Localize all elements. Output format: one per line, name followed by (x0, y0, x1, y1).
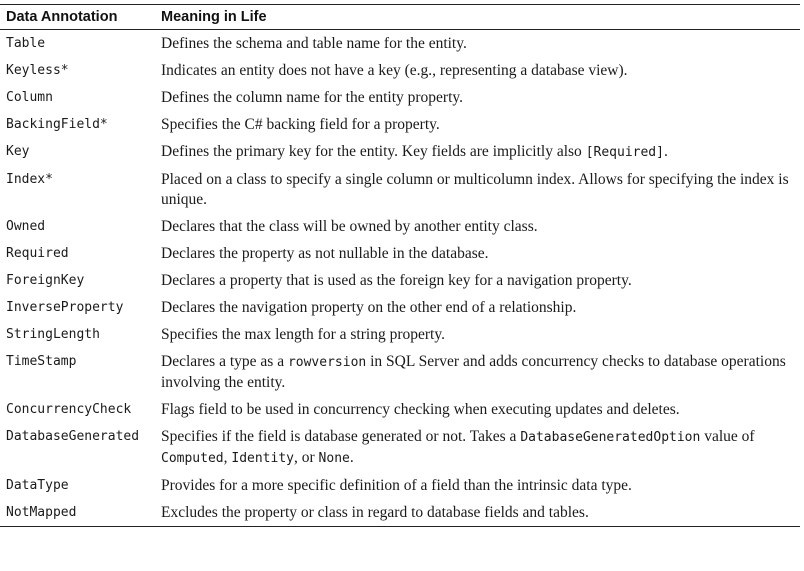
table-row (0, 472, 800, 499)
table-row (0, 138, 800, 166)
annotation-meaning (159, 170, 800, 210)
table-row (0, 84, 800, 111)
annotation-name: Table (6, 36, 46, 51)
annotation-name: Index* (6, 172, 53, 187)
table-row (0, 30, 800, 57)
table-row (0, 213, 800, 240)
meaning-text: Declares the property as not nullable in the database. (161, 245, 489, 262)
annotation-name: ForeignKey (6, 273, 85, 288)
table-row (0, 111, 800, 138)
meaning-text: Specifies the max length for a string property. (161, 326, 445, 343)
meaning-text: Declares the navigation property on the other end of a relationship. (161, 299, 577, 316)
table-row (0, 499, 800, 526)
annotation-name: DatabaseGenerated (6, 429, 140, 444)
meaning-text: Declares a property that is used as the foreign key for a navigation property. (161, 272, 632, 289)
annotation-name: DataType (6, 478, 69, 493)
annotation-meaning (159, 217, 800, 237)
meaning-text: in SQL Server and adds concurrency checks to database operations involving the entity. (161, 353, 786, 391)
table-body (0, 30, 800, 526)
annotation-name: InverseProperty (6, 300, 124, 315)
annotation-name: TimeStamp (6, 354, 77, 369)
annotation-name: ConcurrencyCheck (6, 402, 132, 417)
annotation-meaning (159, 34, 800, 54)
meaning-text: , (223, 449, 232, 466)
annotation-meaning (159, 61, 800, 81)
code-term: [Required] (585, 145, 664, 160)
annotation-meaning (159, 400, 800, 420)
table-row (0, 321, 800, 348)
annotation-meaning (159, 115, 800, 135)
meaning-text: value of (700, 428, 755, 445)
table-row (0, 294, 800, 321)
annotation-name: BackingField* (6, 117, 108, 132)
code-term: Computed (161, 451, 224, 466)
table-header (0, 5, 800, 30)
meaning-text: Specifies if the field is database generated or not. Takes a (161, 428, 521, 445)
meaning-text: Defines the column name for the entity property. (161, 89, 464, 106)
code-term: rowversion (287, 355, 367, 370)
meaning-text: , or (294, 449, 319, 466)
meaning-text: . (663, 143, 668, 160)
code-term: DatabaseGeneratedOption (520, 430, 701, 445)
meaning-text: Declares a type as a (161, 353, 288, 370)
header-data-annotation: Data Annotation (6, 9, 118, 25)
annotation-name: Key (6, 144, 30, 159)
annotation-name: StringLength (6, 327, 100, 342)
table-row (0, 348, 800, 396)
meaning-text: Excludes the property or class in regard to database fields and tables. (161, 504, 589, 521)
annotation-meaning (159, 142, 800, 163)
annotation-meaning (159, 271, 800, 291)
table-row (0, 57, 800, 84)
annotation-meaning (159, 88, 800, 108)
meaning-text: Flags field to be used in concurrency checking when executing updates and deletes. (161, 401, 680, 418)
meaning-text: Defines the schema and table name for the entity. (161, 35, 467, 52)
annotation-name: Owned (6, 219, 46, 234)
table-row (0, 396, 800, 423)
table-row (0, 166, 800, 213)
meaning-text: Placed on a class to specify a single column or multicolumn index. Allows for specifying the index is unique. (161, 171, 789, 208)
annotation-meaning (159, 244, 800, 264)
annotation-meaning (159, 427, 800, 469)
annotation-meaning (159, 503, 800, 523)
code-term: Identity (231, 451, 294, 466)
annotation-name: Required (6, 246, 69, 261)
annotations-table (0, 4, 800, 527)
annotation-meaning (159, 476, 800, 496)
annotation-meaning (159, 325, 800, 345)
meaning-text: . (349, 449, 354, 466)
meaning-text: Specifies the C# backing field for a property. (161, 116, 440, 133)
header-meaning-in-life: Meaning in Life (161, 9, 267, 25)
meaning-text: Defines the primary key for the entity. Key fields are implicitly also (161, 143, 586, 160)
annotation-name: NotMapped (6, 505, 77, 520)
annotation-name: Keyless* (6, 63, 69, 78)
annotation-name: Column (6, 90, 53, 105)
meaning-text: Declares that the class will be owned by another entity class. (161, 218, 538, 235)
table-row (0, 423, 800, 472)
annotation-meaning (159, 352, 800, 393)
code-term: None (318, 451, 350, 466)
meaning-text: Provides for a more specific definition of a field than the intrinsic data type. (161, 477, 632, 494)
annotation-meaning (159, 298, 800, 318)
meaning-text: Indicates an entity does not have a key (e.g., representing a database view). (161, 62, 628, 79)
table-row (0, 267, 800, 294)
table-row (0, 240, 800, 267)
